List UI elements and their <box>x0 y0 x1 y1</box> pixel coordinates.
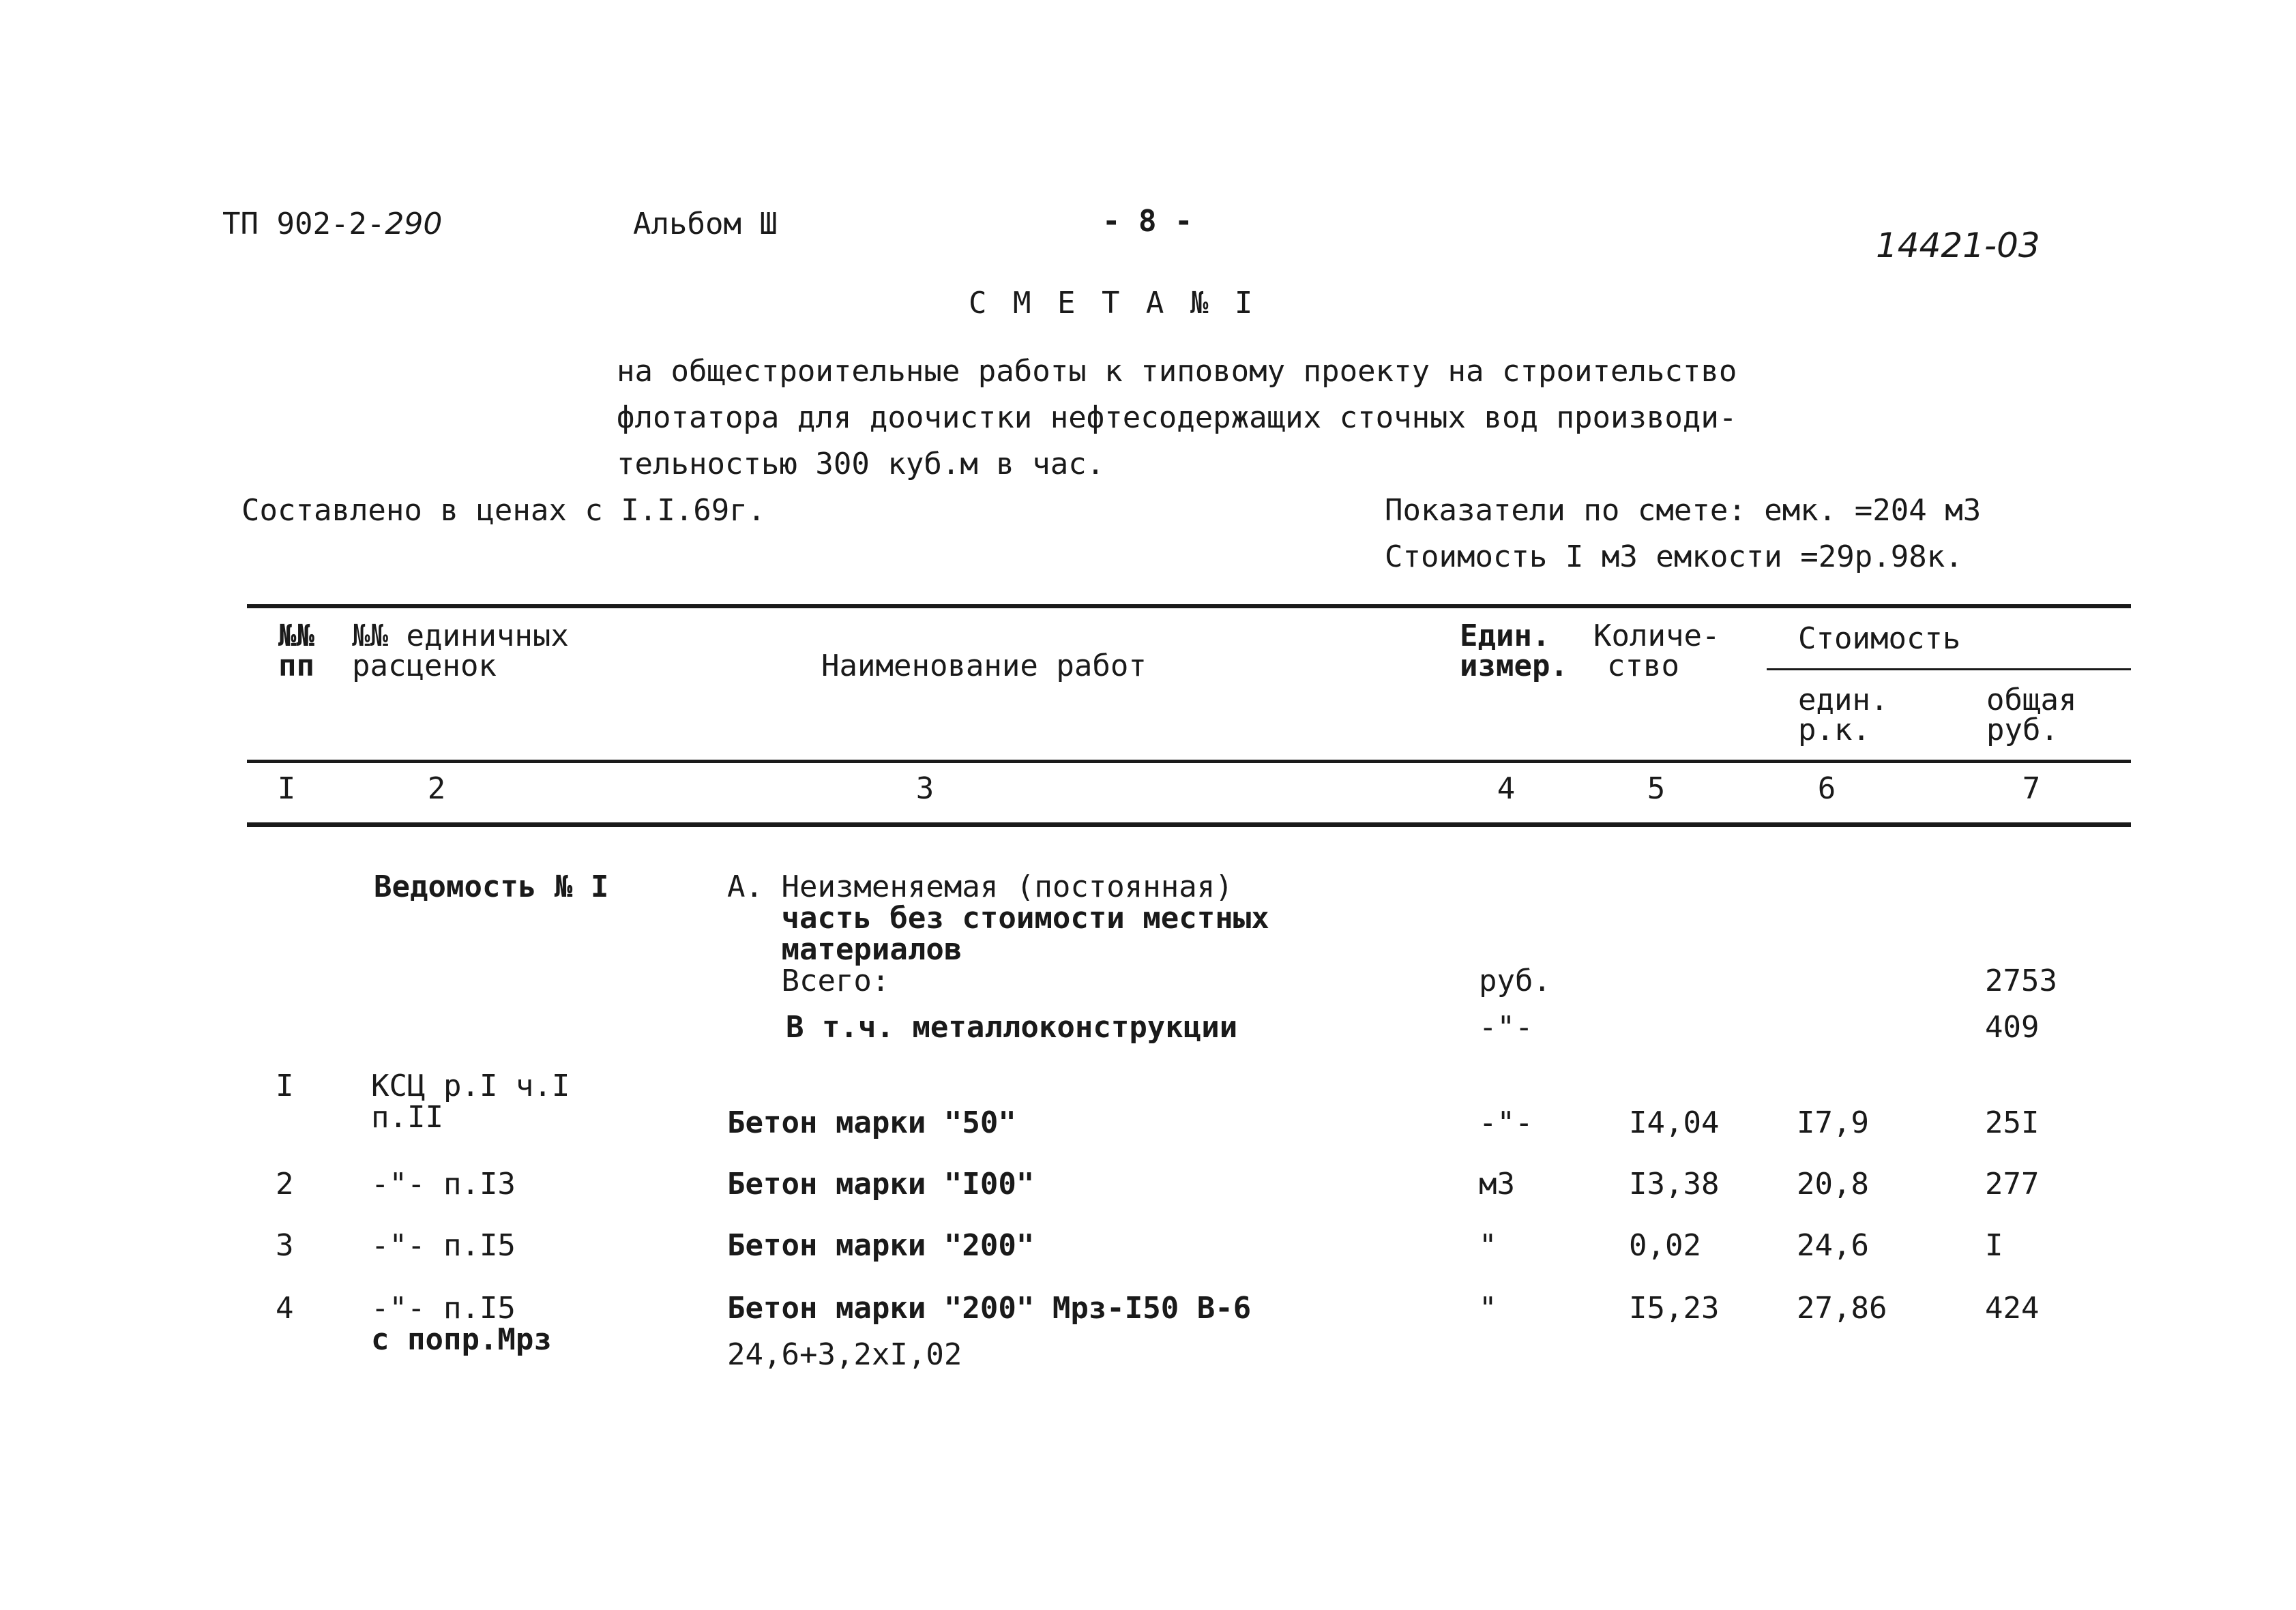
header-total-line2: руб. <box>1986 713 2059 747</box>
cost-header-rule <box>1767 668 2131 670</box>
row-unit-cost: 20,8 <box>1797 1167 1869 1202</box>
column-number: 5 <box>1647 771 1666 806</box>
header-qty-line1: Количе- <box>1593 618 1720 653</box>
header-num-line2: пп <box>278 649 314 683</box>
section-name-line-1: А. Неизменяемая (постоянная) <box>727 869 1233 904</box>
row-num: 3 <box>276 1228 294 1263</box>
prices-note: Составлено в ценах с I.I.69г. <box>241 493 766 528</box>
row-qty: I3,38 <box>1629 1167 1720 1202</box>
row-unit: " <box>1479 1291 1497 1326</box>
row-name-line-1: Бетон марки "200" Мрз-I50 В-6 <box>727 1291 1252 1326</box>
row-rate-line-1: КСЦ р.I ч.I <box>371 1069 570 1103</box>
section-total-value: 2753 <box>1985 964 2057 998</box>
row-name-line-1: Бетон марки "50" <box>727 1105 1016 1140</box>
header-name: Наименование работ <box>821 649 1147 683</box>
section-sub-value: 409 <box>1985 1010 2040 1045</box>
subtitle-line-2: флотатора для доочистки нефтесодержащих сточных вод производи- <box>617 400 1737 435</box>
row-total: 25I <box>1985 1105 2040 1140</box>
column-number: 3 <box>915 771 934 806</box>
column-number: 6 <box>1817 771 1836 806</box>
row-qty: I5,23 <box>1629 1291 1720 1326</box>
row-name-line-2: 24,6+3,2хI,02 <box>727 1337 962 1372</box>
subtitle-line-3: тельностью 300 куб.м в час. <box>617 447 1105 481</box>
doc-code-handwritten: 290 <box>385 207 443 241</box>
row-rate-line-1: -"- п.I5 <box>371 1291 516 1326</box>
row-rate-line-1: -"- п.I3 <box>371 1167 516 1202</box>
header-num-line1: №№ <box>278 618 314 653</box>
header-unit-line2: измер. <box>1460 649 1568 683</box>
column-number: I <box>277 771 296 806</box>
header-rates-line2: расценок <box>352 649 497 683</box>
section-sub-name: В т.ч. металлоконструкции <box>786 1010 1238 1045</box>
column-numbers-rule <box>247 822 2131 827</box>
row-total: I <box>1985 1228 2003 1263</box>
column-number: 4 <box>1497 771 1516 806</box>
album-label: Альбом Ш <box>633 207 778 241</box>
row-total: 277 <box>1985 1167 2040 1202</box>
row-unit: м3 <box>1479 1167 1515 1202</box>
row-num: I <box>276 1069 294 1103</box>
row-rate-line-1: -"- п.I5 <box>371 1228 516 1263</box>
header-unit-cost-line1: един. <box>1798 683 1889 717</box>
column-number: 2 <box>427 771 446 806</box>
indicators-line-1: Показатели по смете: емк. =204 м3 <box>1385 493 1982 528</box>
row-num: 2 <box>276 1167 294 1202</box>
header-unit-line1: Един. <box>1460 618 1550 653</box>
doc-code <box>222 207 442 242</box>
row-name-line-1: Бетон марки "200" <box>727 1228 1035 1263</box>
section-sub-unit: -"- <box>1479 1010 1533 1045</box>
header-qty-line2: ство <box>1607 649 1679 683</box>
row-name-line-1: Бетон марки "I00" <box>727 1167 1035 1202</box>
row-unit-cost: 24,6 <box>1797 1228 1869 1263</box>
page-number: - 8 - <box>1102 204 1193 239</box>
row-num: 4 <box>276 1291 294 1326</box>
header-bottom-rule <box>247 760 2131 763</box>
subtitle-line-1: на общестроительные работы к типовому проекту на строительство <box>617 354 1737 389</box>
section-name-line-4: Всего: <box>727 964 890 998</box>
table-top-rule <box>247 604 2131 608</box>
header-total-line1: общая <box>1986 683 2077 717</box>
section-rate: Ведомость № I <box>374 869 609 904</box>
column-number: 7 <box>2022 771 2041 806</box>
section-name-line-2: часть без стоимости местных <box>727 901 1269 936</box>
row-unit-cost: 27,86 <box>1797 1291 1887 1326</box>
header-cost: Стоимость <box>1798 621 1961 656</box>
row-unit: " <box>1479 1228 1497 1263</box>
section-total-unit: руб. <box>1479 964 1551 998</box>
doc-code-printed: ТП 902-2- <box>222 207 385 241</box>
archive-number: 14421-03 <box>1876 226 2040 265</box>
row-qty: I4,04 <box>1629 1105 1720 1140</box>
row-unit-cost: I7,9 <box>1797 1105 1869 1140</box>
header-unit-cost-line2: р.к. <box>1798 713 1870 747</box>
document-heading: С М Е Т А № I <box>969 286 1257 320</box>
row-rate-line-2: п.II <box>371 1100 443 1135</box>
header-rates-line1: №№ единичных <box>352 618 569 653</box>
indicators-line-2: Стоимость I м3 емкости =29р.98к. <box>1385 539 1963 574</box>
row-qty: 0,02 <box>1629 1228 1701 1263</box>
section-name-line-3: материалов <box>727 932 962 967</box>
row-total: 424 <box>1985 1291 2040 1326</box>
row-unit: -"- <box>1479 1105 1533 1140</box>
row-rate-line-2: с попр.Мрз <box>371 1322 552 1357</box>
